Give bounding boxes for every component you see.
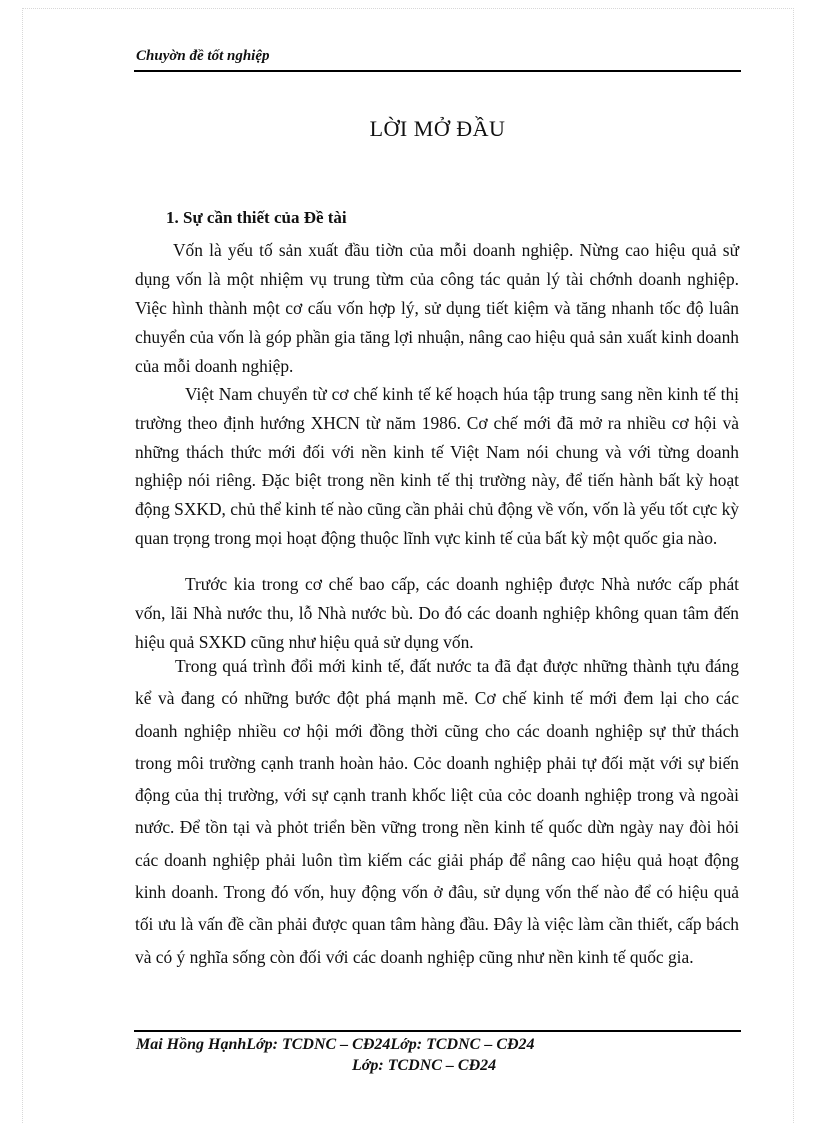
header-divider	[134, 70, 741, 72]
footer-divider	[134, 1030, 741, 1032]
section-heading: 1. Sự cần thiết của Đề tài	[166, 208, 347, 227]
paragraph-4: Trong quá trình đổi mới kinh tế, đất nước ta đã đạt được những thành tựu đáng kể và đang có những bước đột phá mạnh mẽ. Cơ chế kinh tế mới đem lại cho các doanh nghiệp nhiều cơ hội mới đồng thời cũng cho các doanh nghiệp sự thử thách trong môi trường cạnh tranh hoàn hảo. Cỏc doanh nghiệp phải tự đối mặt với sự biến động của thị trường, với sự cạnh tranh khốc liệt của cỏc doanh nghiệp trong và ngoài nước. Để tồn tại và phỏt triển bền vững trong nền kinh tế quốc dừn ngày nay đòi hỏi các doanh nghiệp phải luôn tìm kiếm các giải pháp để nâng cao hiệu quả hoạt động kinh doanh. Trong đó vốn, huy động vốn ở đâu, sử dụng vốn thế nào để có hiệu quả tối ưu là vấn đề cần phải được quan tâm hàng đầu. Đây là việc làm cần thiết, cấp bách và có ý nghĩa sống còn đối với các doanh nghiệp cũng như nền kinh tế quốc gia.	[135, 656, 739, 967]
document-title: LỜI MỞ ĐẦU	[369, 116, 506, 141]
footer-class: Lớp: TCDNC – CĐ24	[352, 1057, 497, 1074]
paragraph-1: Vốn là yếu tố sản xuất đầu tiờn của mỗi doanh nghiệp. Nừng cao hiệu quả sử dụng vốn là một nhiệm vụ trung từm của công tác quản lý tài chớnh doanh nghiệp. Việc hình thành một cơ cấu vốn hợp lý, sử dụng tiết kiệm và tăng nhanh tốc độ luân chuyển của vốn là góp phần gia tăng lợi nhuận, nâng cao hiệu quả sản xuất kinh doanh của mỗi doanh nghiệp.	[135, 240, 739, 376]
paragraph-2: Việt Nam chuyển từ cơ chế kinh tế kế hoạch húa tập trung sang nền kinh tế thị trường theo định hướng XHCN từ năm 1986. Cơ chế mới đã mở ra nhiều cơ hội và những thách thức mới đối với nền kinh tế Việt Nam nói chung và với từng doanh nghiệp nói riêng. Đặc biệt trong nền kinh tế thị trường này, để tiến hành bất kỳ hoạt động SXKD, chủ thể kinh tế nào cũng cần phải chủ động về vốn, vốn là yếu tốt cực kỳ quan trọng trong mọi hoạt động thuộc lĩnh vực kinh tế của bất kỳ một quốc gia nào.	[135, 384, 739, 548]
footer-author-class: Mai Hồng HạnhLớp: TCDNC – CĐ24Lớp: TCDNC – CĐ24	[136, 1036, 535, 1053]
running-header: Chuyờn đề tốt nghiệp	[136, 48, 270, 64]
paragraph-3: Trước kia trong cơ chế bao cấp, các doanh nghiệp được Nhà nước cấp phát vốn, lãi Nhà nước thu, lỗ Nhà nước bù. Do đó các doanh nghiệp không quan tâm đến hiệu quả SXKD cũng như hiệu quả sử dụng vốn.	[135, 574, 739, 652]
